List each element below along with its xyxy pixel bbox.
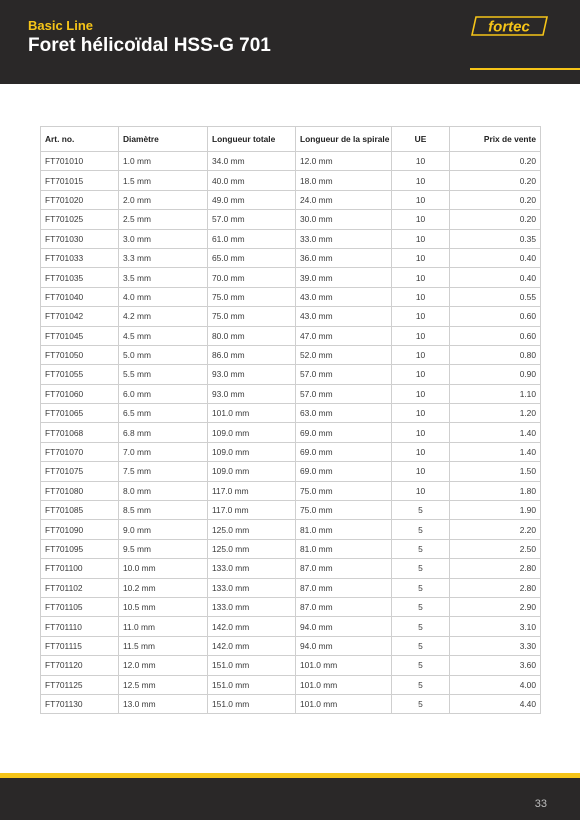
table-body (41, 152, 541, 714)
table-row (41, 694, 541, 713)
diameter-cell: 1.5 mm (119, 171, 208, 190)
price-cell: 2.20 (450, 520, 541, 539)
price-cell: 1.50 (450, 462, 541, 481)
table-row (41, 578, 541, 597)
price-cell: 0.55 (450, 287, 541, 306)
total-length-cell: 151.0 mm (208, 656, 296, 675)
price-cell: 1.10 (450, 384, 541, 403)
total-length-cell: 86.0 mm (208, 345, 296, 364)
table-row (41, 365, 541, 384)
art-no-cell: FT701125 (41, 675, 119, 694)
art-no-cell: FT701060 (41, 384, 119, 403)
total-length-cell: 125.0 mm (208, 539, 296, 558)
table-row (41, 423, 541, 442)
diameter-cell: 5.5 mm (119, 365, 208, 384)
table-row (41, 559, 541, 578)
price-cell: 0.20 (450, 152, 541, 171)
price-cell: 4.00 (450, 675, 541, 694)
table-row (41, 462, 541, 481)
price-cell: 1.80 (450, 481, 541, 500)
ue-cell: 5 (392, 520, 450, 539)
price-cell: 1.40 (450, 423, 541, 442)
flute-length-cell: 87.0 mm (296, 559, 392, 578)
ue-cell: 10 (392, 365, 450, 384)
art-no-cell: FT701115 (41, 636, 119, 655)
art-no-cell: FT701010 (41, 152, 119, 171)
art-no-cell: FT701080 (41, 481, 119, 500)
diameter-cell: 11.5 mm (119, 636, 208, 655)
art-no-cell: FT701042 (41, 307, 119, 326)
price-cell: 3.60 (450, 656, 541, 675)
art-no-cell: FT701050 (41, 345, 119, 364)
diameter-cell: 7.5 mm (119, 462, 208, 481)
col-header-total-length: Longueur totale (208, 127, 296, 152)
flute-length-cell: 94.0 mm (296, 636, 392, 655)
diameter-cell: 6.8 mm (119, 423, 208, 442)
flute-length-cell: 24.0 mm (296, 190, 392, 209)
total-length-cell: 109.0 mm (208, 423, 296, 442)
table-row (41, 248, 541, 267)
art-no-cell: FT701020 (41, 190, 119, 209)
table-row (41, 597, 541, 616)
price-cell: 3.30 (450, 636, 541, 655)
ue-cell: 5 (392, 501, 450, 520)
flute-length-cell: 101.0 mm (296, 675, 392, 694)
art-no-cell: FT701110 (41, 617, 119, 636)
ue-cell: 5 (392, 578, 450, 597)
art-no-cell: FT701130 (41, 694, 119, 713)
table-row (41, 539, 541, 558)
ue-cell: 5 (392, 694, 450, 713)
total-length-cell: 61.0 mm (208, 229, 296, 248)
ue-cell: 5 (392, 597, 450, 616)
ue-cell: 5 (392, 675, 450, 694)
art-no-cell: FT701120 (41, 656, 119, 675)
diameter-cell: 3.0 mm (119, 229, 208, 248)
price-cell: 0.20 (450, 210, 541, 229)
diameter-cell: 8.0 mm (119, 481, 208, 500)
table-row (41, 384, 541, 403)
diameter-cell: 13.0 mm (119, 694, 208, 713)
table-row (41, 190, 541, 209)
art-no-cell: FT701090 (41, 520, 119, 539)
art-no-cell: FT701100 (41, 559, 119, 578)
diameter-cell: 4.5 mm (119, 326, 208, 345)
col-header-art-no: Art. no. (41, 127, 119, 152)
total-length-cell: 70.0 mm (208, 268, 296, 287)
col-header-diameter: Diamètre (119, 127, 208, 152)
total-length-cell: 80.0 mm (208, 326, 296, 345)
ue-cell: 10 (392, 268, 450, 287)
price-cell: 0.60 (450, 326, 541, 345)
price-cell: 0.90 (450, 365, 541, 384)
table-row (41, 287, 541, 306)
price-cell: 0.60 (450, 307, 541, 326)
total-length-cell: 109.0 mm (208, 442, 296, 461)
art-no-cell: FT701102 (41, 578, 119, 597)
flute-length-cell: 75.0 mm (296, 501, 392, 520)
art-no-cell: FT701105 (41, 597, 119, 616)
ue-cell: 10 (392, 287, 450, 306)
total-length-cell: 133.0 mm (208, 559, 296, 578)
price-cell: 1.20 (450, 404, 541, 423)
flute-length-cell: 87.0 mm (296, 578, 392, 597)
diameter-cell: 4.2 mm (119, 307, 208, 326)
diameter-cell: 9.5 mm (119, 539, 208, 558)
header-accent-rule (470, 68, 580, 70)
art-no-cell: FT701040 (41, 287, 119, 306)
diameter-cell: 2.5 mm (119, 210, 208, 229)
flute-length-cell: 101.0 mm (296, 656, 392, 675)
price-cell: 2.80 (450, 578, 541, 597)
total-length-cell: 133.0 mm (208, 597, 296, 616)
flute-length-cell: 69.0 mm (296, 423, 392, 442)
table-row (41, 404, 541, 423)
flute-length-cell: 39.0 mm (296, 268, 392, 287)
col-header-ue: UE (392, 127, 450, 152)
flute-length-cell: 69.0 mm (296, 442, 392, 461)
ue-cell: 10 (392, 210, 450, 229)
flute-length-cell: 36.0 mm (296, 248, 392, 267)
product-line-label: Basic Line (28, 18, 94, 33)
flute-length-cell: 57.0 mm (296, 384, 392, 403)
total-length-cell: 49.0 mm (208, 190, 296, 209)
table-row (41, 307, 541, 326)
price-cell: 0.40 (450, 268, 541, 287)
diameter-cell: 10.0 mm (119, 559, 208, 578)
ue-cell: 10 (392, 345, 450, 364)
table-row (41, 171, 541, 190)
diameter-cell: 10.2 mm (119, 578, 208, 597)
price-cell: 2.90 (450, 597, 541, 616)
ue-cell: 10 (392, 248, 450, 267)
diameter-cell: 9.0 mm (119, 520, 208, 539)
diameter-cell: 8.5 mm (119, 501, 208, 520)
total-length-cell: 133.0 mm (208, 578, 296, 597)
table-row (41, 152, 541, 171)
diameter-cell: 12.0 mm (119, 656, 208, 675)
art-no-cell: FT701070 (41, 442, 119, 461)
table-row (41, 675, 541, 694)
diameter-cell: 6.5 mm (119, 404, 208, 423)
price-cell: 0.40 (450, 248, 541, 267)
total-length-cell: 34.0 mm (208, 152, 296, 171)
total-length-cell: 109.0 mm (208, 462, 296, 481)
table-row (41, 210, 541, 229)
ue-cell: 5 (392, 539, 450, 558)
flute-length-cell: 43.0 mm (296, 307, 392, 326)
flute-length-cell: 12.0 mm (296, 152, 392, 171)
table-row (41, 229, 541, 248)
art-no-cell: FT701030 (41, 229, 119, 248)
ue-cell: 5 (392, 656, 450, 675)
ue-cell: 10 (392, 152, 450, 171)
table-row (41, 345, 541, 364)
page-number: 33 (534, 798, 547, 810)
flute-length-cell: 81.0 mm (296, 520, 392, 539)
page-footer (0, 778, 580, 820)
total-length-cell: 117.0 mm (208, 481, 296, 500)
table-row (41, 520, 541, 539)
ue-cell: 10 (392, 229, 450, 248)
table-row (41, 636, 541, 655)
flute-length-cell: 52.0 mm (296, 345, 392, 364)
page-header (0, 0, 580, 84)
page-title: Foret hélicoïdal HSS-G 701 (28, 35, 271, 56)
diameter-cell: 7.0 mm (119, 442, 208, 461)
flute-length-cell: 101.0 mm (296, 694, 392, 713)
price-cell: 2.80 (450, 559, 541, 578)
total-length-cell: 151.0 mm (208, 694, 296, 713)
art-no-cell: FT701045 (41, 326, 119, 345)
flute-length-cell: 30.0 mm (296, 210, 392, 229)
total-length-cell: 142.0 mm (208, 636, 296, 655)
table-header-row (41, 127, 541, 152)
diameter-cell: 11.0 mm (119, 617, 208, 636)
price-cell: 1.90 (450, 501, 541, 520)
diameter-cell: 2.0 mm (119, 190, 208, 209)
total-length-cell: 75.0 mm (208, 287, 296, 306)
total-length-cell: 75.0 mm (208, 307, 296, 326)
ue-cell: 5 (392, 559, 450, 578)
diameter-cell: 6.0 mm (119, 384, 208, 403)
flute-length-cell: 69.0 mm (296, 462, 392, 481)
price-cell: 0.80 (450, 345, 541, 364)
total-length-cell: 40.0 mm (208, 171, 296, 190)
price-cell: 0.20 (450, 190, 541, 209)
table-row (41, 326, 541, 345)
diameter-cell: 12.5 mm (119, 675, 208, 694)
ue-cell: 10 (392, 404, 450, 423)
diameter-cell: 4.0 mm (119, 287, 208, 306)
art-no-cell: FT701065 (41, 404, 119, 423)
art-no-cell: FT701095 (41, 539, 119, 558)
art-no-cell: FT701025 (41, 210, 119, 229)
table-row (41, 501, 541, 520)
ue-cell: 10 (392, 384, 450, 403)
art-no-cell: FT701015 (41, 171, 119, 190)
total-length-cell: 142.0 mm (208, 617, 296, 636)
art-no-cell: FT701033 (41, 248, 119, 267)
flute-length-cell: 87.0 mm (296, 597, 392, 616)
table-row (41, 617, 541, 636)
diameter-cell: 10.5 mm (119, 597, 208, 616)
ue-cell: 10 (392, 481, 450, 500)
diameter-cell: 1.0 mm (119, 152, 208, 171)
total-length-cell: 125.0 mm (208, 520, 296, 539)
ue-cell: 10 (392, 423, 450, 442)
price-cell: 4.40 (450, 694, 541, 713)
total-length-cell: 151.0 mm (208, 675, 296, 694)
total-length-cell: 117.0 mm (208, 501, 296, 520)
ue-cell: 10 (392, 171, 450, 190)
flute-length-cell: 18.0 mm (296, 171, 392, 190)
ue-cell: 5 (392, 636, 450, 655)
total-length-cell: 93.0 mm (208, 365, 296, 384)
art-no-cell: FT701075 (41, 462, 119, 481)
art-no-cell: FT701035 (41, 268, 119, 287)
flute-length-cell: 33.0 mm (296, 229, 392, 248)
flute-length-cell: 63.0 mm (296, 404, 392, 423)
ue-cell: 10 (392, 442, 450, 461)
fortec-logo (470, 14, 550, 38)
flute-length-cell: 94.0 mm (296, 617, 392, 636)
ue-cell: 10 (392, 190, 450, 209)
table-row (41, 656, 541, 675)
table-row (41, 268, 541, 287)
price-cell: 2.50 (450, 539, 541, 558)
price-cell: 3.10 (450, 617, 541, 636)
flute-length-cell: 47.0 mm (296, 326, 392, 345)
diameter-cell: 5.0 mm (119, 345, 208, 364)
col-header-price: Prix de vente (450, 127, 541, 152)
ue-cell: 10 (392, 307, 450, 326)
ue-cell: 10 (392, 462, 450, 481)
col-header-flute-length: Longueur de la spirale (296, 127, 392, 152)
table-row (41, 481, 541, 500)
ue-cell: 10 (392, 326, 450, 345)
price-cell: 1.40 (450, 442, 541, 461)
art-no-cell: FT701068 (41, 423, 119, 442)
diameter-cell: 3.5 mm (119, 268, 208, 287)
flute-length-cell: 81.0 mm (296, 539, 392, 558)
product-table (40, 126, 541, 714)
total-length-cell: 57.0 mm (208, 210, 296, 229)
art-no-cell: FT701085 (41, 501, 119, 520)
price-cell: 0.35 (450, 229, 541, 248)
total-length-cell: 101.0 mm (208, 404, 296, 423)
art-no-cell: FT701055 (41, 365, 119, 384)
price-cell: 0.20 (450, 171, 541, 190)
diameter-cell: 3.3 mm (119, 248, 208, 267)
flute-length-cell: 75.0 mm (296, 481, 392, 500)
total-length-cell: 65.0 mm (208, 248, 296, 267)
flute-length-cell: 43.0 mm (296, 287, 392, 306)
logo-text: fortec (488, 18, 530, 36)
table-row (41, 442, 541, 461)
total-length-cell: 93.0 mm (208, 384, 296, 403)
ue-cell: 5 (392, 617, 450, 636)
flute-length-cell: 57.0 mm (296, 365, 392, 384)
